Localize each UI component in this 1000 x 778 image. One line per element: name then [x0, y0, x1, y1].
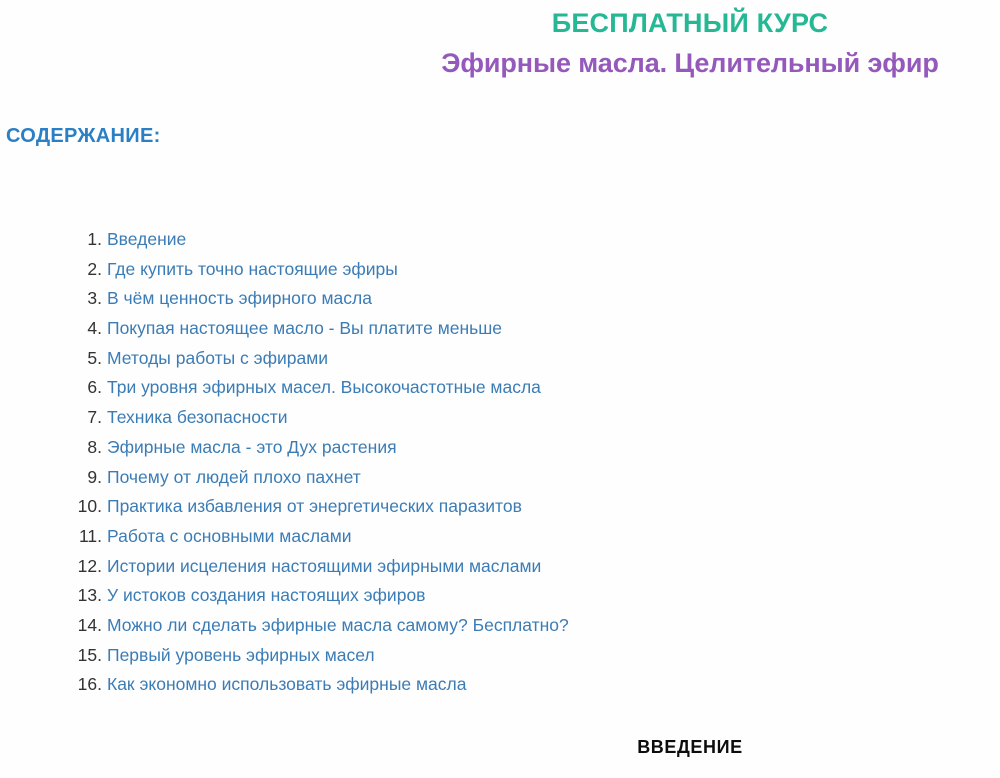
toc-item-label[interactable]: У истоков создания настоящих эфиров: [107, 585, 426, 606]
section-title: ВВЕДЕНИЕ: [637, 737, 743, 757]
toc-item-label[interactable]: Почему от людей плохо пахнет: [107, 466, 361, 487]
toc-item[interactable]: [40, 522, 980, 552]
toc-item-number: 15.: [77, 644, 102, 665]
toc-item[interactable]: [40, 373, 980, 403]
toc-item[interactable]: [40, 344, 980, 374]
toc-item-number: 9.: [87, 466, 102, 487]
toc-item-label[interactable]: Где купить точно настоящие эфиры: [107, 258, 398, 279]
toc-item-number: 13.: [77, 585, 102, 606]
toc-item[interactable]: [40, 403, 980, 433]
toc-item[interactable]: [40, 225, 980, 255]
toc-item[interactable]: [40, 552, 980, 582]
toc-item-label[interactable]: Как экономно использовать эфирные масла: [107, 674, 467, 695]
toc-item[interactable]: [40, 670, 980, 700]
toc-item-label[interactable]: Эфирные масла - это Дух растения: [107, 436, 397, 457]
toc-item-number: 4.: [87, 318, 102, 339]
toc-item[interactable]: [40, 492, 980, 522]
contents-heading: СОДЕРЖАНИЕ:: [6, 125, 161, 147]
toc-item[interactable]: [40, 581, 980, 611]
toc-item-label[interactable]: Введение: [107, 229, 187, 249]
toc-item[interactable]: [40, 255, 980, 285]
course-title: Эфирные масла. Целительный эфир: [441, 48, 939, 78]
toc-item-number: 6.: [87, 377, 102, 398]
toc-item-number: 11.: [78, 525, 102, 546]
toc-item-number: 14.: [77, 614, 102, 635]
toc-item-number: 7.: [87, 407, 102, 428]
toc-item-number: 1.: [87, 229, 102, 249]
document-header: [380, 6, 1000, 82]
toc-item-label[interactable]: Можно ли сделать эфирные масла самому? Бесплатно?: [107, 614, 569, 635]
course-label: БЕСПЛАТНЫЙ КУРС: [551, 8, 829, 38]
toc-item-label[interactable]: Три уровня эфирных масел. Высокочастотные масла: [107, 377, 541, 398]
toc-item[interactable]: [40, 284, 980, 314]
toc-item-number: 3.: [87, 288, 102, 309]
toc-item[interactable]: [40, 433, 980, 463]
toc-item-number: 16.: [77, 674, 102, 695]
toc-item-label[interactable]: Покупая настоящее масло - Вы платите меньше: [107, 318, 503, 339]
toc-item-label[interactable]: Методы работы с эфирами: [107, 347, 329, 368]
toc-item-label[interactable]: Практика избавления от энергетических паразитов: [107, 496, 522, 517]
toc-item-number: 2.: [87, 258, 102, 279]
toc-item-number: 5.: [87, 347, 102, 368]
toc-item-label[interactable]: Первый уровень эфирных масел: [107, 644, 375, 665]
toc-item[interactable]: [40, 611, 980, 641]
toc-item-number: 8.: [87, 436, 102, 457]
toc-item[interactable]: [40, 641, 980, 671]
toc-item[interactable]: [40, 314, 980, 344]
toc-item-label[interactable]: Техника безопасности: [107, 407, 288, 428]
toc-item-label[interactable]: В чём ценность эфирного масла: [107, 288, 372, 309]
toc-item[interactable]: [40, 463, 980, 493]
toc-item-label[interactable]: Истории исцеления настоящими эфирными маслами: [107, 555, 542, 576]
toc-item-number: 12.: [77, 555, 102, 576]
table-of-contents: [0, 225, 980, 700]
toc-item-number: 10.: [77, 496, 102, 517]
toc-item-label[interactable]: Работа с основными маслами: [107, 525, 352, 546]
